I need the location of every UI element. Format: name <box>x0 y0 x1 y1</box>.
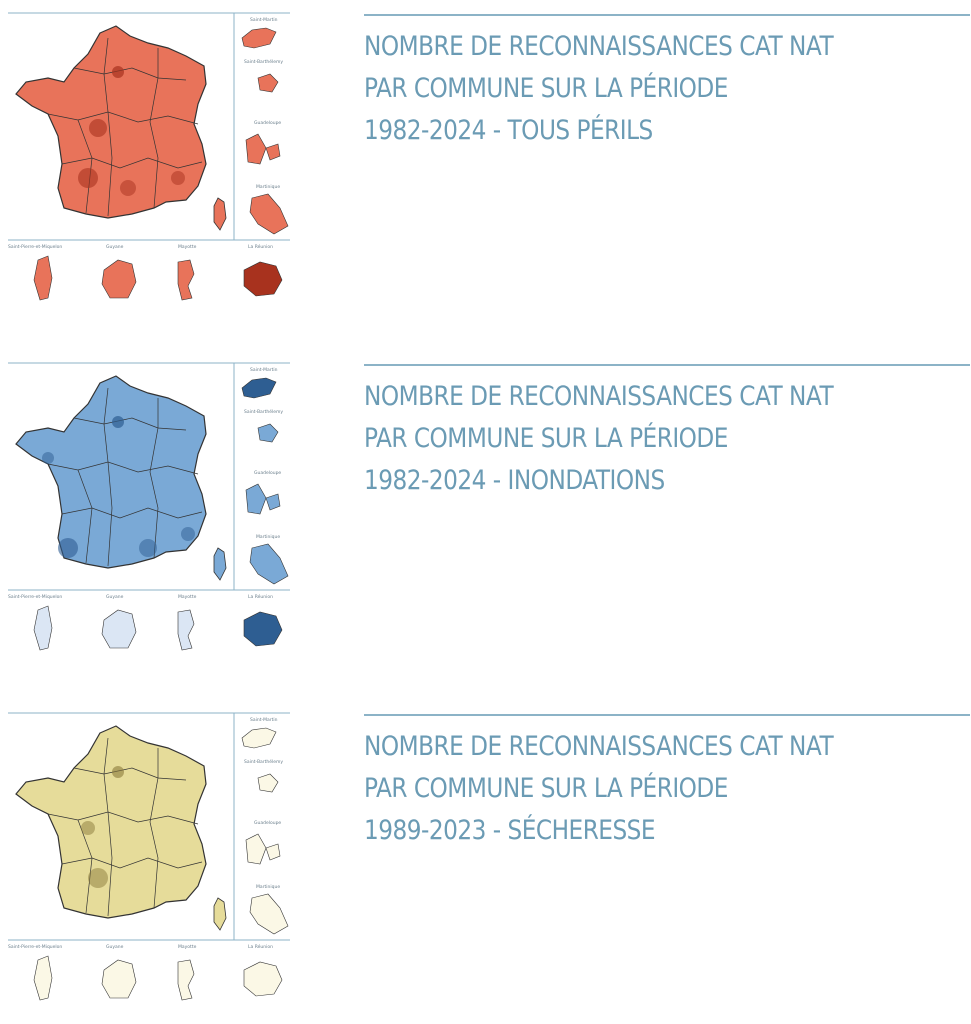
inset-saint-martin <box>242 378 276 398</box>
label-saint-pierre: Saint-Pierre-et-Miquelon <box>8 245 63 250</box>
corsica <box>214 548 226 580</box>
label-guyane: Guyane <box>106 945 124 950</box>
label-saint-barthelemy: Saint-Barthélemy <box>244 760 284 765</box>
inset-saint-pierre <box>34 256 52 300</box>
inset-saint-martin <box>242 728 276 748</box>
inset-mayotte <box>178 960 194 1000</box>
title-line-3: 1989-2023 - SÉCHERESSE <box>364 815 656 846</box>
inset-mayotte <box>178 610 194 650</box>
inset-la-reunion <box>244 962 282 996</box>
inset-guyane <box>102 610 136 648</box>
label-guadeloupe: Guadeloupe <box>254 471 282 476</box>
title-line-1: NOMBRE DE RECONNAISSANCES CAT NAT <box>364 731 834 762</box>
map-title <box>364 364 970 502</box>
label-saint-martin: Saint-Martin <box>250 718 278 723</box>
label-guadeloupe: Guadeloupe <box>254 821 282 826</box>
map-section-tous-perils <box>0 8 971 338</box>
label-la-reunion: La Réunion <box>248 945 273 950</box>
label-guyane: Guyane <box>106 595 124 600</box>
inset-la-reunion <box>244 262 282 296</box>
france-mainland <box>16 726 206 918</box>
inset-la-reunion <box>244 612 282 646</box>
title-line-2: PAR COMMUNE SUR LA PÉRIODE <box>364 73 728 104</box>
title-line-1: NOMBRE DE RECONNAISSANCES CAT NAT <box>364 381 834 412</box>
title-line-2: PAR COMMUNE SUR LA PÉRIODE <box>364 773 728 804</box>
inset-saint-barthelemy <box>258 774 278 792</box>
label-martinique: Martinique <box>256 885 281 890</box>
choropleth-map <box>8 8 290 308</box>
corsica <box>214 198 226 230</box>
map-figure <box>8 8 290 308</box>
inset-saint-pierre <box>34 606 52 650</box>
label-mayotte: Mayotte <box>178 245 197 250</box>
inset-mayotte <box>178 260 194 300</box>
label-saint-martin: Saint-Martin <box>250 368 278 373</box>
label-guyane: Guyane <box>106 245 124 250</box>
label-saint-barthelemy: Saint-Barthélemy <box>244 60 284 65</box>
label-saint-pierre: Saint-Pierre-et-Miquelon <box>8 595 63 600</box>
inset-martinique <box>250 894 288 934</box>
label-martinique: Martinique <box>256 185 281 190</box>
inset-guyane <box>102 260 136 298</box>
label-saint-pierre: Saint-Pierre-et-Miquelon <box>8 945 63 950</box>
inset-saint-barthelemy <box>258 424 278 442</box>
label-la-reunion: La Réunion <box>248 595 273 600</box>
france-mainland <box>16 26 206 218</box>
title-line-1: NOMBRE DE RECONNAISSANCES CAT NAT <box>364 31 834 62</box>
inset-martinique <box>250 544 288 584</box>
title-line-3: 1982-2024 - TOUS PÉRILS <box>364 115 653 146</box>
inset-saint-barthelemy <box>258 74 278 92</box>
map-section-inondations <box>0 358 971 688</box>
inset-guadeloupe <box>246 484 280 514</box>
inset-guadeloupe <box>246 834 280 864</box>
map-figure <box>8 358 290 658</box>
label-saint-barthelemy: Saint-Barthélemy <box>244 410 284 415</box>
inset-guadeloupe <box>246 134 280 164</box>
corsica <box>214 898 226 930</box>
map-section-secheresse <box>0 708 971 1024</box>
map-figure <box>8 708 290 1008</box>
inset-guyane <box>102 960 136 998</box>
label-mayotte: Mayotte <box>178 595 197 600</box>
label-saint-martin: Saint-Martin <box>250 18 278 23</box>
choropleth-map <box>8 708 290 1008</box>
inset-martinique <box>250 194 288 234</box>
label-guadeloupe: Guadeloupe <box>254 121 282 126</box>
label-la-reunion: La Réunion <box>248 245 273 250</box>
choropleth-map <box>8 358 290 658</box>
title-line-2: PAR COMMUNE SUR LA PÉRIODE <box>364 423 728 454</box>
map-title <box>364 14 970 152</box>
label-mayotte: Mayotte <box>178 945 197 950</box>
label-martinique: Martinique <box>256 535 281 540</box>
title-line-3: 1982-2024 - INONDATIONS <box>364 465 665 496</box>
france-mainland <box>16 376 206 568</box>
inset-saint-martin <box>242 28 276 48</box>
inset-saint-pierre <box>34 956 52 1000</box>
map-title <box>364 714 970 852</box>
